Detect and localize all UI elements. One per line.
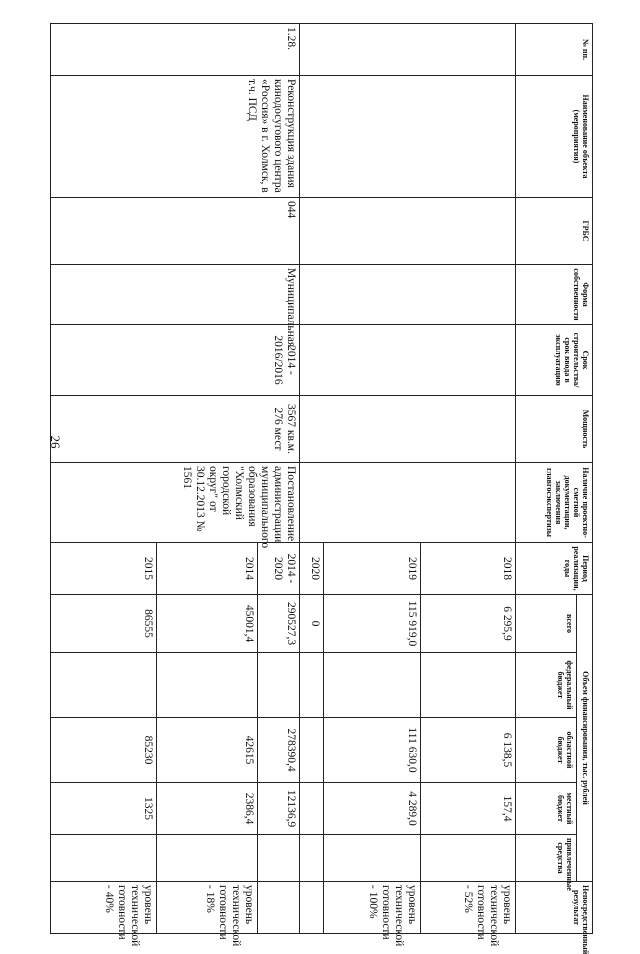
- header-attracted: привлеченные средства: [515, 835, 577, 882]
- cell-local: [299, 783, 324, 835]
- cell-regional: 42615: [157, 718, 258, 783]
- header-result: Непосредственный результат: [515, 882, 592, 934]
- cell-attracted: [299, 835, 324, 882]
- header-federal: федеральный бюджет: [515, 653, 577, 718]
- cell-year: 2020: [299, 543, 324, 595]
- cell-item-ownership: Муниципальная: [51, 265, 300, 325]
- cell-item-grbs: 044: [51, 198, 300, 265]
- cell-federal: [299, 653, 324, 718]
- cell-total: 115 919,0: [324, 595, 420, 653]
- cell-result: уровень технической готовности - 52%: [420, 882, 515, 934]
- cell-total: 0: [299, 595, 324, 653]
- header-documentation: Наличие проектно-сметной документации, заключения главгосэкспертизы: [515, 463, 592, 543]
- cell-local: 12136,9: [258, 783, 299, 835]
- cell-federal: [324, 653, 420, 718]
- cell-empty: [299, 198, 515, 265]
- cell-local: 4 289,0: [324, 783, 420, 835]
- cell-item-name: Реконструкция здания кинодосугового центра «Россия» в г. Холмск, в т.ч. ПСД: [51, 76, 300, 198]
- cell-item-documentation: Постановление администрации муниципального образования "Холмский городской округ" от 30.12.2013 № 1561: [51, 463, 300, 543]
- cell-attracted: [258, 835, 299, 882]
- cell-federal: [258, 653, 299, 718]
- header-period: Период реализации, годы: [515, 543, 592, 595]
- cell-federal: [51, 653, 157, 718]
- cell-local: 1325: [51, 783, 157, 835]
- header-capacity: Мощность: [515, 396, 592, 463]
- cell-federal: [157, 653, 258, 718]
- financing-table-sheet: [50, 23, 593, 954]
- header-construction-period: Срок строительства/срок ввода в эксплуатацию: [515, 325, 592, 396]
- cell-result: уровень технической готовности - 40%: [51, 882, 157, 934]
- cell-item-capacity: 3567 кв.м. 276 мест: [51, 396, 300, 463]
- cell-total: 6 295,9: [420, 595, 515, 653]
- header-ownership: Форма собственности: [515, 265, 592, 325]
- cell-regional: 278390,4: [258, 718, 299, 783]
- cell-empty: [299, 76, 515, 198]
- header-row-1: [577, 24, 593, 934]
- cell-attracted: [420, 835, 515, 882]
- cell-total: 45001,4: [157, 595, 258, 653]
- cell-year: 2015: [51, 543, 157, 595]
- cell-regional: 6 138,5: [420, 718, 515, 783]
- cell-attracted: [157, 835, 258, 882]
- cell-regional: [299, 718, 324, 783]
- cell-local: 157,4: [420, 783, 515, 835]
- header-regional: областной бюджет: [515, 718, 577, 783]
- cell-attracted: [51, 835, 157, 882]
- cell-item-construction-period: 2014 - 2016/2016: [51, 325, 300, 396]
- cell-federal: [420, 653, 515, 718]
- header-grbs: ГРБС: [515, 198, 592, 265]
- cell-year: 2019: [324, 543, 420, 595]
- cell-empty: [299, 325, 515, 396]
- header-total: всего: [515, 595, 577, 653]
- financing-table: [50, 23, 593, 954]
- cell-attracted: [324, 835, 420, 882]
- cell-regional: 111 630,0: [324, 718, 420, 783]
- cell-empty: [299, 396, 515, 463]
- cell-year: 2014: [157, 543, 258, 595]
- header-financing: Объем финансирования, тыс. рублей: [577, 595, 593, 882]
- header-local: местный бюджет: [515, 783, 577, 835]
- cell-empty: [299, 265, 515, 325]
- page-number: 26: [48, 435, 63, 449]
- cell-year: 2018: [420, 543, 515, 595]
- cell-empty: [299, 463, 515, 543]
- cell-result: уровень технической готовности - 100%: [324, 882, 420, 934]
- cell-total: 86555: [51, 595, 157, 653]
- cell-total: 290527,3: [258, 595, 299, 653]
- cell-item-no: 1.28.: [51, 24, 300, 76]
- cell-result: [258, 882, 299, 934]
- table-row-item: [258, 24, 299, 934]
- table-row: [420, 24, 515, 934]
- cell-year: 2014 - 2020: [258, 543, 299, 595]
- cell-empty: [299, 24, 515, 76]
- cell-local: 2386,4: [157, 783, 258, 835]
- cell-result: [299, 882, 324, 934]
- header-name: Наименование объекта (мероприятия): [515, 76, 592, 198]
- header-no: № пп.: [515, 24, 592, 76]
- cell-regional: 85230: [51, 718, 157, 783]
- cell-result: уровень технической готовности - 18%: [157, 882, 258, 934]
